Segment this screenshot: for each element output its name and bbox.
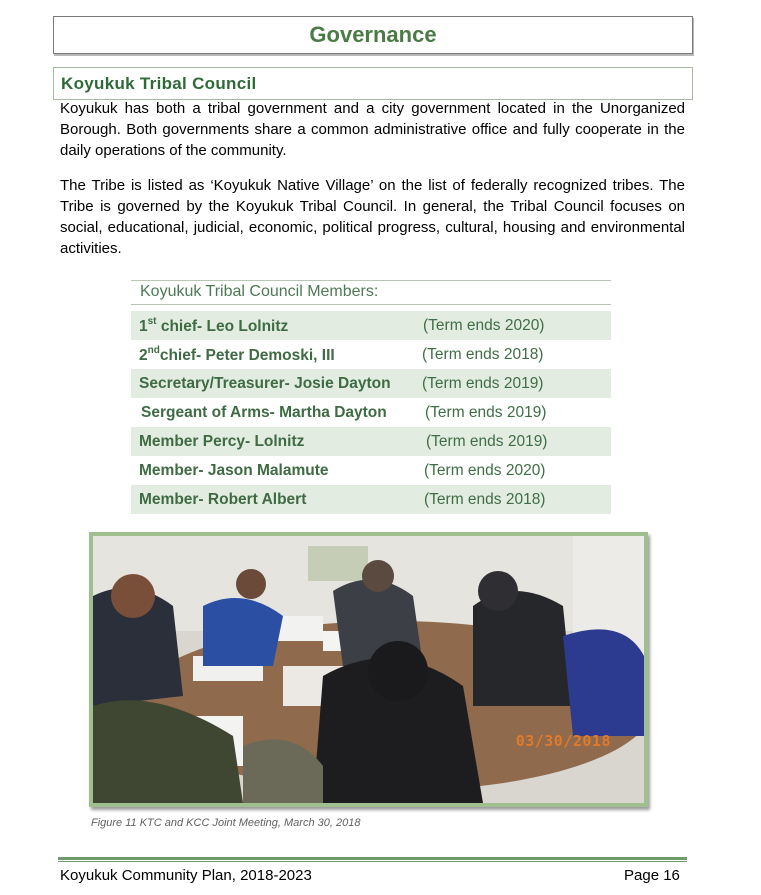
footer-document-title: Koyukuk Community Plan, 2018-2023	[60, 867, 312, 884]
member-term: (Term ends 2020)	[424, 462, 546, 479]
member-row	[131, 398, 611, 427]
member-row	[131, 340, 611, 369]
page-heading: Governance	[309, 22, 437, 47]
member-name: Member Percy- Lolnitz	[139, 433, 305, 450]
member-name: Member- Robert Albert	[139, 491, 307, 508]
section-heading-box	[53, 67, 693, 100]
member-term: (Term ends 2018)	[422, 346, 544, 363]
member-row	[131, 427, 611, 456]
page-heading-box	[53, 16, 693, 54]
members-table-header	[131, 280, 611, 305]
member-name: 2ndchief- Peter Demoski, III	[139, 345, 335, 365]
meeting-photo-frame	[89, 532, 648, 807]
member-row	[131, 369, 611, 398]
member-row	[131, 485, 611, 514]
members-table-title: Koyukuk Tribal Council Members:	[140, 283, 379, 300]
member-row	[131, 456, 611, 485]
figure-caption: Figure 11 KTC and KCC Joint Meeting, March 30, 2018	[91, 817, 361, 829]
section-heading: Koyukuk Tribal Council	[61, 74, 257, 93]
member-term: (Term ends 2019)	[425, 404, 547, 421]
member-term: (Term ends 2019)	[422, 375, 544, 392]
member-name: Member- Jason Malamute	[139, 462, 329, 479]
member-row	[131, 311, 611, 340]
member-name: Secretary/Treasurer- Josie Dayton	[139, 375, 391, 392]
paragraph-2: The Tribe is listed as ‘Koyukuk Native Village’ on the list of federally recognized tribes. The Tribe is governed by the Koyukuk Tribal Council. In general, the Tribal Council focuses on social, educational, judicial, economic, political progress, cultural, housing and environmental activities.	[60, 177, 685, 257]
footer-divider-thin	[58, 861, 687, 862]
paragraph-1: Koyukuk has both a tribal government and a city government located in the Unorganized Borough. Both governments share a common administrative office and fully cooperate in the daily operations of the community.	[60, 100, 685, 159]
footer-page-number: Page 16	[624, 867, 680, 884]
member-name: Sergeant of Arms- Martha Dayton	[141, 404, 387, 421]
footer-divider	[58, 857, 687, 860]
member-name: 1st chief- Leo Lolnitz	[139, 316, 289, 336]
photo-date-stamp: 03/30/2018	[515, 732, 611, 750]
meeting-photo	[93, 536, 644, 803]
members-table	[131, 280, 611, 514]
member-term: (Term ends 2019)	[426, 433, 548, 450]
member-term: (Term ends 2020)	[423, 317, 545, 334]
member-term: (Term ends 2018)	[424, 491, 546, 508]
